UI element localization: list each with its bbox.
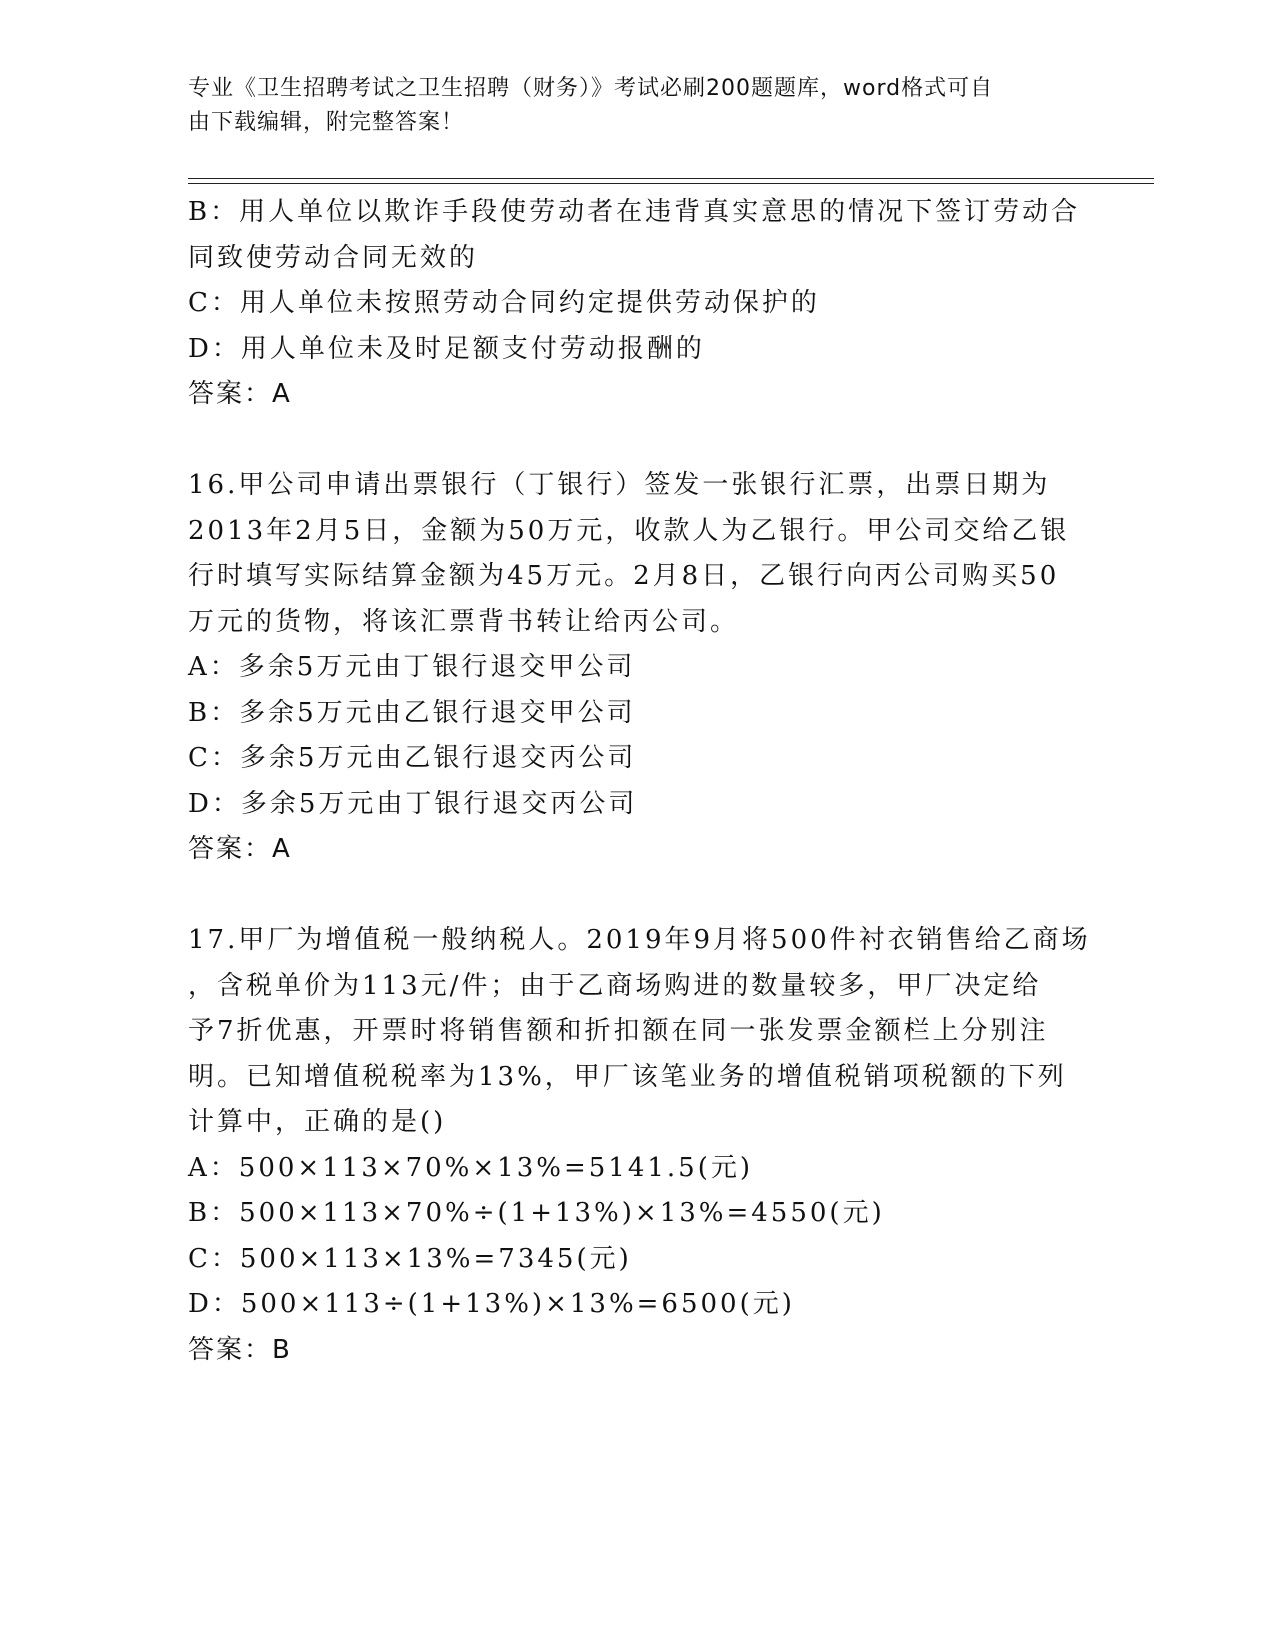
question-stem-line: 2013年2月5日，金额为50万元，收款人为乙银行。甲公司交给乙银 [188, 515, 1070, 546]
spacer [188, 418, 1088, 464]
option-b-line-1: B：用人单位以欺诈手段使劳动者在违背真实意思的情况下签订劳动合 [188, 197, 1081, 227]
question-stem-line: 予7折优惠，开票时将销售额和折扣额在同一张发票金额栏上分别注 [188, 1016, 1049, 1046]
option-b: B：500×113×70%÷(1+13%)×13%=4550(元) [188, 1198, 885, 1228]
answer: 答案：B [188, 1334, 292, 1365]
option-c: C：多余5万元由乙银行退交丙公司 [188, 743, 637, 773]
question-stem-line: 计算中，正确的是() [188, 1107, 447, 1137]
option-c: C：500×113×13%=7345(元) [188, 1243, 632, 1274]
document-body [188, 190, 1091, 1373]
option-b-line-2: 同致使劳动合同无效的 [188, 242, 479, 273]
question-stem-line: 16.甲公司申请出票银行（丁银行）签发一张银行汇票，出票日期为 [188, 470, 1051, 500]
option-a: A：多余5万元由丁银行退交甲公司 [188, 652, 636, 682]
question-stem-line: ，含税单价为113元/件；由于乙商场购进的数量较多，甲厂决定给 [188, 970, 1042, 1001]
option-d: D：用人单位未及时足额支付劳动报酬的 [188, 333, 705, 364]
option-c: C：用人单位未按照劳动合同约定提供劳动保护的 [188, 288, 820, 318]
option-d: D：多余5万元由丁银行退交丙公司 [188, 788, 638, 819]
option-a: A：500×113×70%×13%=5141.5(元) [188, 1152, 754, 1183]
header-line-2: 由下载编辑，附完整答案！ [188, 110, 465, 135]
header-divider-bottom [188, 183, 1154, 184]
question-stem-line: 明。已知增值税税率为13%，甲厂该笔业务的增值税销项税额的下列 [188, 1061, 1067, 1092]
question-stem-line: 17.甲厂为增值税一般纳税人。2019年9月将500件衬衣销售给乙商场 [188, 925, 1091, 955]
question-16-block [188, 463, 1088, 873]
answer: 答案：A [188, 379, 292, 409]
option-b: B：多余5万元由乙银行退交甲公司 [188, 697, 636, 728]
question-stem-line: 万元的货物，将该汇票背书转让给丙公司。 [188, 606, 740, 637]
document-header [188, 72, 1088, 140]
question-17-block [188, 918, 1091, 1373]
question-stem-line: 行时填写实际结算金额为45万元。2月8日，乙银行向丙公司购买50 [188, 561, 1060, 591]
spacer [188, 873, 1088, 919]
header-divider-top [188, 178, 1154, 179]
answer: 答案：A [188, 834, 292, 864]
option-d: D：500×113÷(1+13%)×13%=6500(元) [188, 1289, 795, 1319]
header-line-1: 专业《卫生招聘考试之卫生招聘（财务）》考试必刷200题题库，word格式可自 [188, 76, 994, 101]
prev-question-block [188, 190, 1088, 418]
